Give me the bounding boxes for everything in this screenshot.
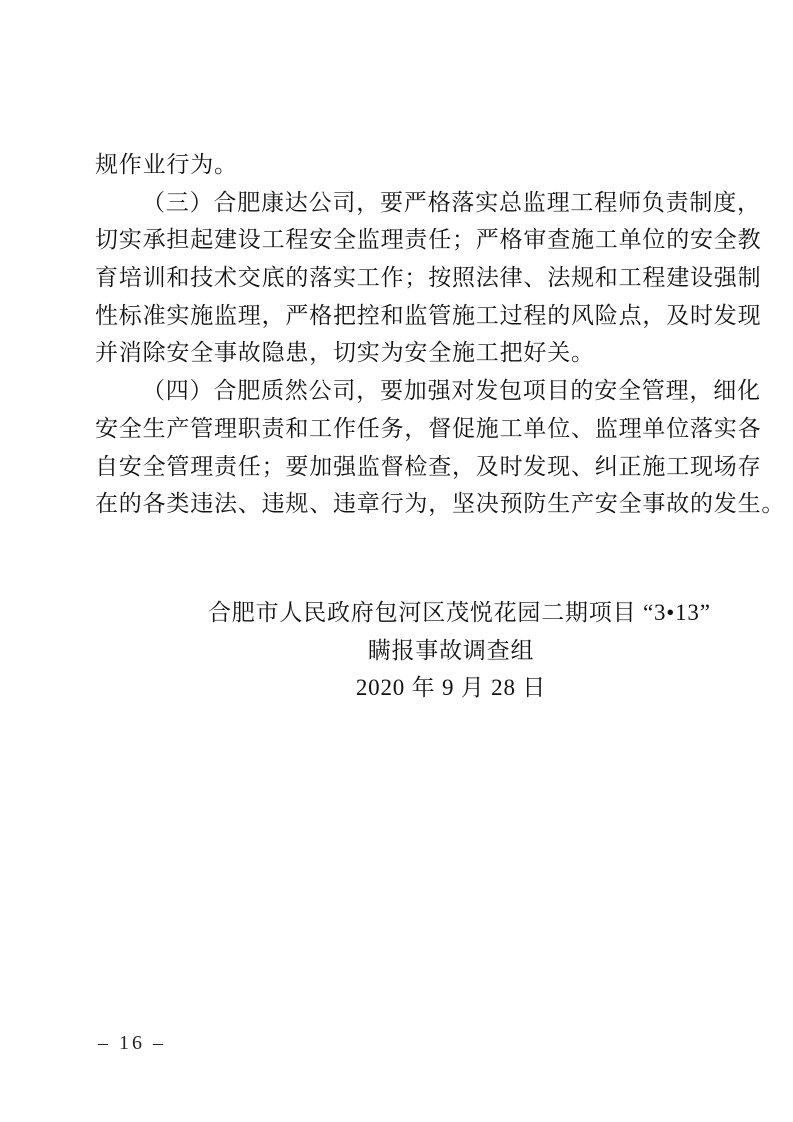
signature-org-line-1: 合肥市人民政府包河区茂悦花园二期项目 “3•13” [208,600,711,625]
body-line: 安全生产管理职责和工作任务，督促施工单位、监理单位落实各 [95,415,762,441]
signature-org-line-2: 瞒报事故调查组 [367,637,535,663]
body-line: 在的各类违法、违规、违章行为，坚决预防生产安全事故的发生。 [95,491,786,517]
body-line: 并消除安全事故隐患，切实为安全施工把好关。 [95,340,595,366]
body-text-block [95,146,786,523]
body-line: （四）合肥质然公司，要加强对发包项目的安全管理，细化 [142,378,761,404]
signature-block [208,594,711,707]
body-line: 自安全管理责任；要加强监督检查，及时发现、纠正施工现场存 [95,453,762,479]
body-line: 性标准实施监理，严格把控和监管施工过程的风险点，及时发现 [95,302,762,328]
signature-date: 2020 年 9 月 28 日 [355,675,547,701]
body-line: （三）合肥康达公司，要严格落实总监理工程师负责制度， [142,189,761,215]
page-number: – 16 – [98,1032,166,1054]
body-line: 切实承担起建设工程安全监理责任；严格审查施工单位的安全教 [95,227,762,253]
body-line: 规作业行为。 [95,152,238,177]
body-line: 育培训和技术交底的落实工作；按照法律、法规和工程建设强制 [95,265,762,291]
